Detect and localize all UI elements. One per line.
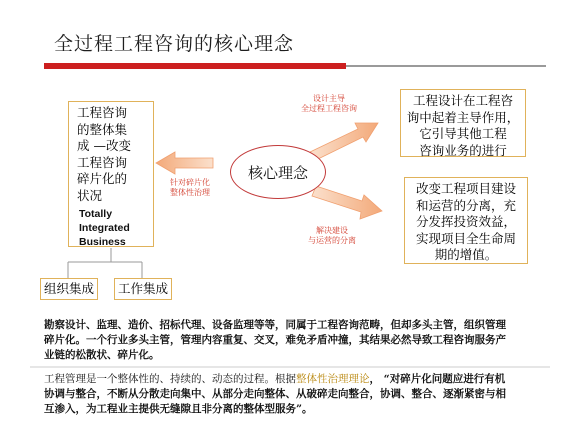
lifecycle-line-3: 分发挥投资效益， bbox=[415, 214, 516, 229]
org-integration-box: 组织集成 bbox=[40, 278, 98, 300]
tree-lines bbox=[68, 248, 142, 278]
paragraph2-line-1a: 工程管理是一个整体性的、持续的、动态的过程。根据 bbox=[44, 373, 296, 385]
lower-arrow-label-2: 与运营的分离 bbox=[308, 236, 356, 245]
left-box-line-4: 工程咨询 bbox=[77, 154, 128, 170]
left-arrow bbox=[156, 152, 213, 174]
left-arrow-label bbox=[160, 178, 220, 198]
left-box-en-1: Totally bbox=[79, 208, 113, 220]
design-led-line-1: 工程设计在工程咨 bbox=[412, 93, 513, 108]
paragraph2-line-3: 互渗入，为工程业主提供无缝隙且非分离的整体型服务”。 bbox=[44, 403, 313, 415]
page-title: 全过程工程咨询的核心理念 bbox=[54, 33, 295, 55]
left-arrow-label-2: 整体性治理 bbox=[170, 188, 210, 197]
upper-arrow-label bbox=[288, 94, 370, 114]
left-box-en-3: Business bbox=[79, 236, 126, 248]
left-box-line-5: 碎片化的 bbox=[77, 171, 128, 186]
lifecycle-line-4: 实现项目全生命周 bbox=[415, 230, 516, 246]
lower-arrow-label-1: 解决建设 bbox=[316, 226, 348, 235]
upper-arrow bbox=[310, 123, 378, 160]
paragraph1-line-1: 勘察设计、监理、造价、招标代理、设备监理等等，同属于工程咨询范畴，但却多头主管，组织管理 bbox=[44, 319, 506, 331]
design-led-line-4: 咨询业务的进行 bbox=[419, 142, 507, 158]
left-box-en-2: Integrated bbox=[79, 222, 130, 234]
lifecycle-line-1: 改变工程项目建设 bbox=[415, 181, 516, 196]
lower-arrow bbox=[312, 186, 382, 219]
paragraph-holistic-governance bbox=[44, 372, 554, 417]
left-concept-box bbox=[68, 101, 154, 247]
paragraph-fragmentation bbox=[44, 318, 554, 363]
upper-arrow-label-1: 设计主导 bbox=[313, 94, 345, 103]
core-concept-ellipse: 核心理念 bbox=[230, 145, 326, 199]
lower-arrow-label bbox=[296, 226, 368, 246]
work-integration-box: 工作集成 bbox=[114, 278, 172, 300]
design-led-line-3: 它引导其他工程 bbox=[419, 126, 507, 141]
paragraph2-line-1 bbox=[44, 372, 554, 387]
left-box-line-6: 状况 bbox=[77, 187, 103, 203]
lifecycle-line-2: 和运营的分离，充 bbox=[415, 197, 516, 213]
design-led-line-2: 询中起着主导作用， bbox=[406, 109, 520, 125]
lifecycle-line-5: 期的增值。 bbox=[434, 247, 498, 262]
lifecycle-value-box bbox=[404, 177, 528, 264]
upper-arrow-label-2: 全过程工程咨询 bbox=[301, 104, 357, 113]
design-led-box bbox=[400, 89, 526, 157]
left-box-line-2: 的整体集 bbox=[77, 121, 128, 137]
paragraph1-line-2: 碎片化。一个行业多头主管，管理内容重复、交叉，难免矛盾冲撞，其结果必然导致工程咨询服务产 bbox=[44, 334, 506, 346]
left-box-line-3: 成 —改变 bbox=[77, 138, 131, 153]
left-box-line-1: 工程咨询 bbox=[77, 105, 128, 120]
paragraph2-line-2: 协调与整合，不断从分散走向集中、从部分走向整体、从破碎走向整合，协调、整合、逐渐紧密与相 bbox=[44, 388, 506, 400]
paragraph2-line-1b: ， “对碎片化问题应进行有机 bbox=[369, 373, 506, 385]
paragraph1-line-3: 业链的松散状、碎片化。 bbox=[44, 349, 160, 361]
paragraph2-highlight: 整体性治理理论 bbox=[296, 373, 370, 385]
left-arrow-label-1: 针对碎片化 bbox=[170, 178, 210, 187]
